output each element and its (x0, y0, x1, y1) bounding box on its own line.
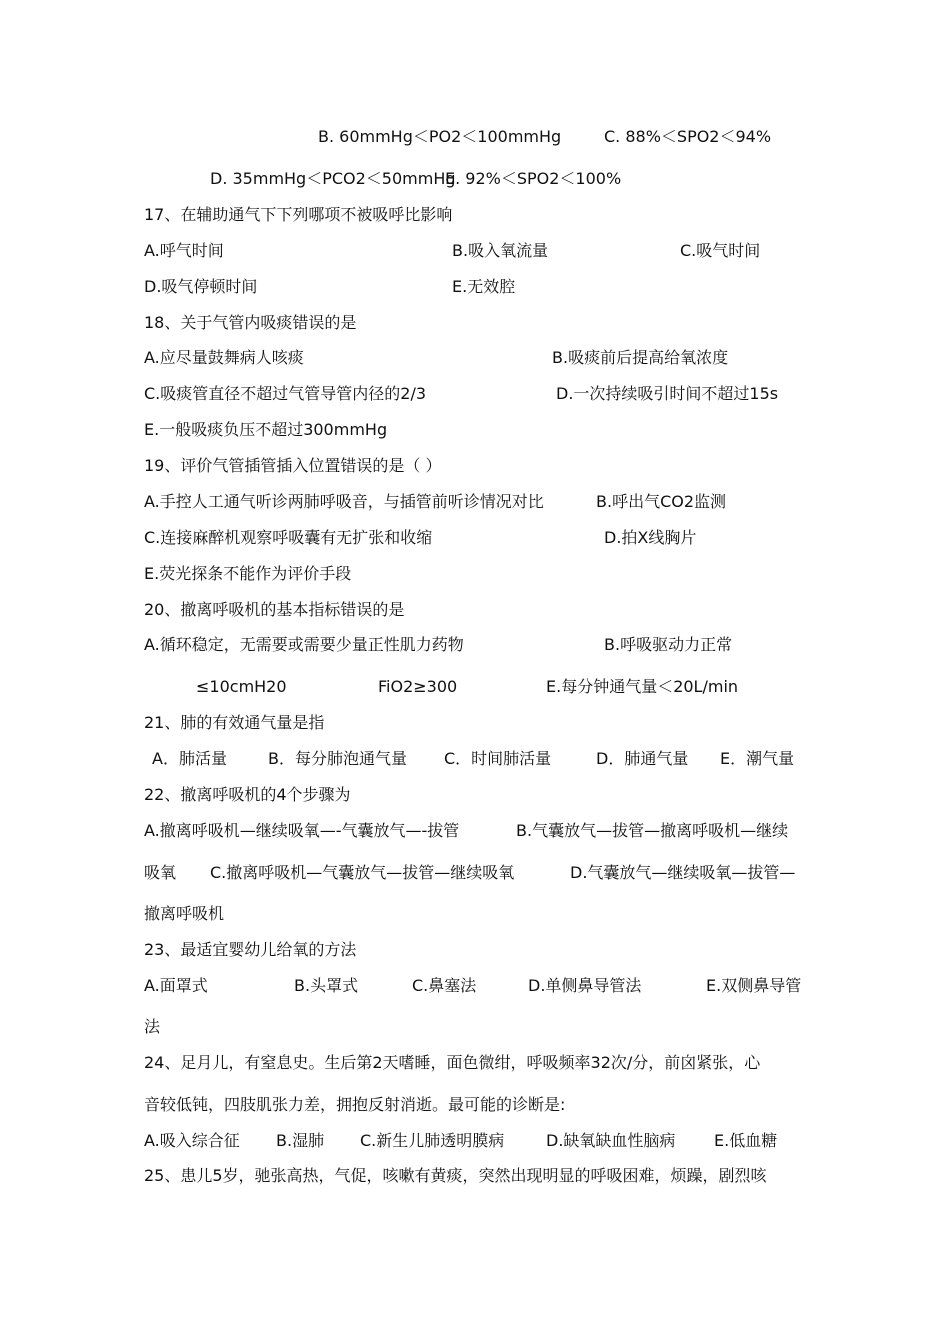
q22-stem: 22、撤离呼吸机的4个步骤为 (144, 785, 351, 804)
q23-option-e: E.双侧鼻导管 (706, 976, 802, 995)
q21-option-d: D．肺通气量 (596, 749, 689, 768)
q18-stem: 18、关于气管内吸痰错误的是 (144, 313, 357, 332)
q17-option-a: A.呼气时间 (144, 241, 224, 260)
q18-option-e: E.一般吸痰负压不超过300mmHg (144, 420, 388, 439)
q16-option-b: B. 60mmHg＜PO2＜100mmHg (318, 127, 562, 146)
q23-stem: 23、最适宜婴幼儿给氧的方法 (144, 940, 357, 959)
q20-option-c: ≤10cmH20 (196, 677, 287, 696)
q17-option-c: C.吸气时间 (680, 241, 761, 260)
q21-option-a: A．肺活量 (152, 749, 227, 768)
q16-option-e: E. 92%＜SPO2＜100% (445, 169, 622, 188)
q22-option-b: B.气囊放气—拔管—撤离呼吸机—继续 (516, 821, 789, 840)
q23-option-e-cont: 法 (144, 1017, 161, 1036)
q18-option-c: C.吸痰管直径不超过气管导管内径的2/3 (144, 384, 427, 403)
q20-option-e: E.每分钟通气量＜20L/min (546, 677, 739, 696)
q24-option-e: E.低血糖 (714, 1131, 778, 1150)
q19-option-b: B.呼出气CO2监测 (596, 492, 727, 511)
q20-option-b: B.呼吸驱动力正常 (604, 635, 733, 654)
q19-option-c: C.连接麻醉机观察呼吸囊有无扩张和收缩 (144, 528, 433, 547)
q20-stem: 20、撤离呼吸机的基本指标错误的是 (144, 600, 405, 619)
q19-stem: 19、评价气管插管插入位置错误的是（ ） (144, 456, 442, 475)
q24-stem-line1: 24、足月儿，有窒息史。生后第2天嗜睡，面色微绀，呼吸频率32次/分，前囟紧张，心 (144, 1053, 761, 1072)
q19-option-e: E.荧光探条不能作为评价手段 (144, 564, 352, 583)
q21-option-b: B．每分肺泡通气量 (268, 749, 407, 768)
q18-option-b: B.吸痰前后提高给氧浓度 (552, 348, 729, 367)
q24-option-b: B.湿肺 (276, 1131, 325, 1150)
q17-option-d: D.吸气停顿时间 (144, 277, 258, 296)
q19-option-a: A.手控人工通气听诊两肺呼吸音，与插管前听诊情况对比 (144, 492, 544, 511)
q22-option-b-cont: 吸氧 (144, 863, 177, 882)
q20-option-a: A.循环稳定，无需要或需要少量正性肌力药物 (144, 635, 464, 654)
q18-option-a: A.应尽量鼓舞病人咳痰 (144, 348, 304, 367)
q17-stem: 17、在辅助通气下下列哪项不被吸呼比影响 (144, 205, 453, 224)
q23-option-a: A.面罩式 (144, 976, 208, 995)
q16-option-d: D. 35mmHg＜PCO2＜50mmHg (210, 169, 456, 188)
q17-option-e: E.无效腔 (452, 277, 516, 296)
q17-option-b: B.吸入氧流量 (452, 241, 549, 260)
q22-option-a: A.撤离呼吸机—继续吸氧—-气囊放气—-拔管 (144, 821, 460, 840)
q22-option-d-cont: 撤离呼吸机 (144, 904, 225, 923)
q20-option-d: FiO2≥300 (378, 677, 458, 696)
q22-option-d: D.气囊放气—继续吸氧—拔管— (570, 863, 796, 882)
q24-option-a: A.吸入综合征 (144, 1131, 240, 1150)
q24-option-d: D.缺氧缺血性脑病 (546, 1131, 676, 1150)
q21-stem: 21、肺的有效通气量是指 (144, 713, 325, 732)
q22-option-c: C.撤离呼吸机—气囊放气—拔管—继续吸氧 (210, 863, 515, 882)
q16-option-c: C. 88%＜SPO2＜94% (604, 127, 772, 146)
q23-option-b: B.头罩式 (294, 976, 359, 995)
q23-option-d: D.单侧鼻导管法 (528, 976, 642, 995)
q19-option-d: D.拍X线胸片 (604, 528, 697, 547)
q18-option-d: D.一次持续吸引时间不超过15s (556, 384, 779, 403)
q21-option-e: E．潮气量 (720, 749, 795, 768)
q25-stem-line1: 25、患儿5岁，驰张高热，气促，咳嗽有黄痰，突然出现明显的呼吸困难，烦躁，剧烈咳 (144, 1166, 767, 1185)
q21-option-c: C．时间肺活量 (444, 749, 552, 768)
q23-option-c: C.鼻塞法 (412, 976, 477, 995)
q24-option-c: C.新生儿肺透明膜病 (360, 1131, 505, 1150)
q24-stem-line2: 音较低钝，四肢肌张力差，拥抱反射消逝。最可能的诊断是: (144, 1095, 566, 1114)
